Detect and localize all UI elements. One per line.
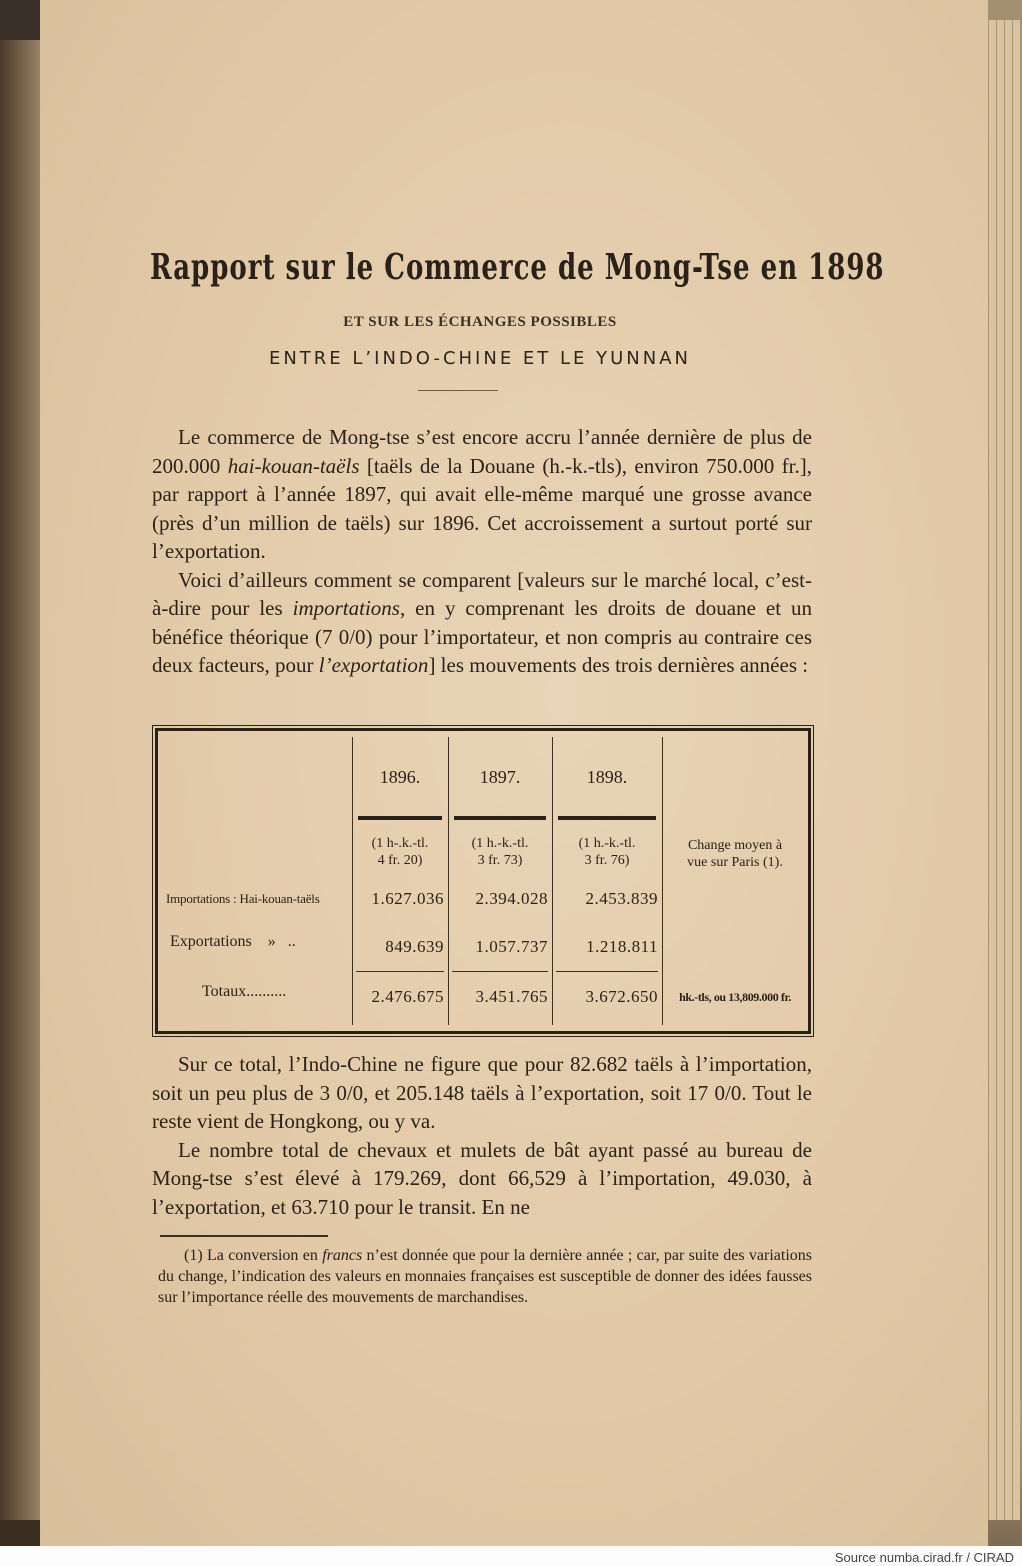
page-edge	[1012, 20, 1020, 1520]
sum-rule	[452, 971, 548, 972]
left-binding	[0, 0, 44, 1546]
value-cell: 2.394.028	[475, 889, 548, 908]
year-header: 1897.	[479, 767, 521, 787]
header-rule	[454, 816, 546, 820]
value-cell: 1.218.811	[586, 937, 658, 956]
value-cell: 2.453.839	[585, 889, 658, 908]
value-cell: 3.451.765	[475, 987, 548, 1006]
paragraph-1: Le commerce de Mong-tse s’est encore accru l’année dernière de plus de 200.000 hai-kouan-taëls [taëls de la Douane (h.-k.-tls), environ 750.000 fr.], par rapport à l’année 1897, qui avait elle-même marqué une grosse avance (près d’un million de taëls) sur 1896. Cet accroissement a surtout porté sur l’exportation.	[152, 425, 813, 563]
subtitle-line-1: ET SUR LES ÉCHANGES POSSIBLES	[343, 314, 617, 330]
intro-text	[152, 423, 812, 680]
header-rule	[358, 816, 442, 820]
source-credit: Source numba.cirad.fr / CIRAD	[834, 1550, 1014, 1565]
row-label-importations: Importations : Hai-kouan-taëls	[166, 891, 320, 906]
year-header: 1898.	[586, 767, 628, 787]
page-edge	[1004, 20, 1012, 1520]
column-divider	[662, 737, 663, 1025]
column-divider	[352, 737, 353, 1025]
paragraph-3: Sur ce total, l’Indo-Chine ne figure que pour 82.682 taëls à l’importation, soit un peu plus de 3 0/0, et 205.148 taëls à l’exportation, soit 17 0/0. Tout le reste vient de Hongkong, ou y va.	[152, 1052, 812, 1133]
year-header: 1896.	[379, 767, 421, 787]
row-label-exportations: Exportations » ..	[170, 933, 296, 950]
body-text	[152, 1050, 812, 1221]
sum-rule	[556, 971, 658, 972]
footnote-rule	[160, 1235, 328, 1237]
footnote: (1) La conversion en francs n’est donnée que pour la dernière année ; car, par suite des variations du change, l’indication des valeurs en monnaies françaises est susceptible de donner des idées fausses sur l’importance réelle des mouvements de marchandises.	[158, 1247, 812, 1306]
subtitle-line-2: ENTRE L’INDO-CHINE ET LE YUNNAN	[268, 348, 692, 369]
paragraph-2: Voici d’ailleurs comment se comparent [valeurs sur le marché local, c’est-à-dire pour les importations, en y comprenant les droits de douane et un bénéfice théorique (7 0/0) pour l’importateur, et non compris au contraire ces deux facteurs, pour l’exportation] les mouvements des trois dernières années :	[152, 567, 812, 677]
paragraph-4: Le nombre total de chevaux et mulets de bât ayant passé au bureau de Mong-tse s’est élevé à 179.269, dont 66,529 à l’importation, 49.030, à l’exportation, et 63.710 pour le transit. En ne	[152, 1137, 812, 1219]
change-note: Change moyen à vue sur Paris (1).	[687, 838, 783, 870]
title-rule	[418, 390, 498, 391]
value-cell: 2.476.675	[371, 987, 444, 1006]
value-cell: 1.057.737	[475, 937, 548, 956]
column-divider	[448, 737, 449, 1025]
sum-rule	[356, 971, 444, 972]
row-label-totaux: Totaux..........	[202, 983, 287, 1000]
rate-cell: (1 h.-k.-tl. 3 fr. 76)	[578, 836, 636, 868]
trade-table	[155, 728, 811, 1034]
binding-band	[0, 0, 40, 40]
page-edge	[996, 20, 1004, 1520]
value-cell: 3.672.650	[585, 987, 658, 1006]
header-rule	[558, 816, 656, 820]
page-edge	[988, 20, 996, 1520]
rate-cell: (1 h.-k.-tl. 3 fr. 73)	[471, 836, 529, 868]
value-cell: 1.627.036	[371, 889, 444, 908]
column-divider	[552, 737, 553, 1025]
page-title: Rapport sur le Commerce de Mong-Tse en 1898	[150, 248, 885, 289]
rate-cell: (1 h-.k.-tl. 4 fr. 20)	[371, 836, 429, 868]
total-note: hk.-tls, ou 13,809.000 fr.	[679, 990, 791, 1004]
value-cell: 849.639	[385, 937, 444, 956]
